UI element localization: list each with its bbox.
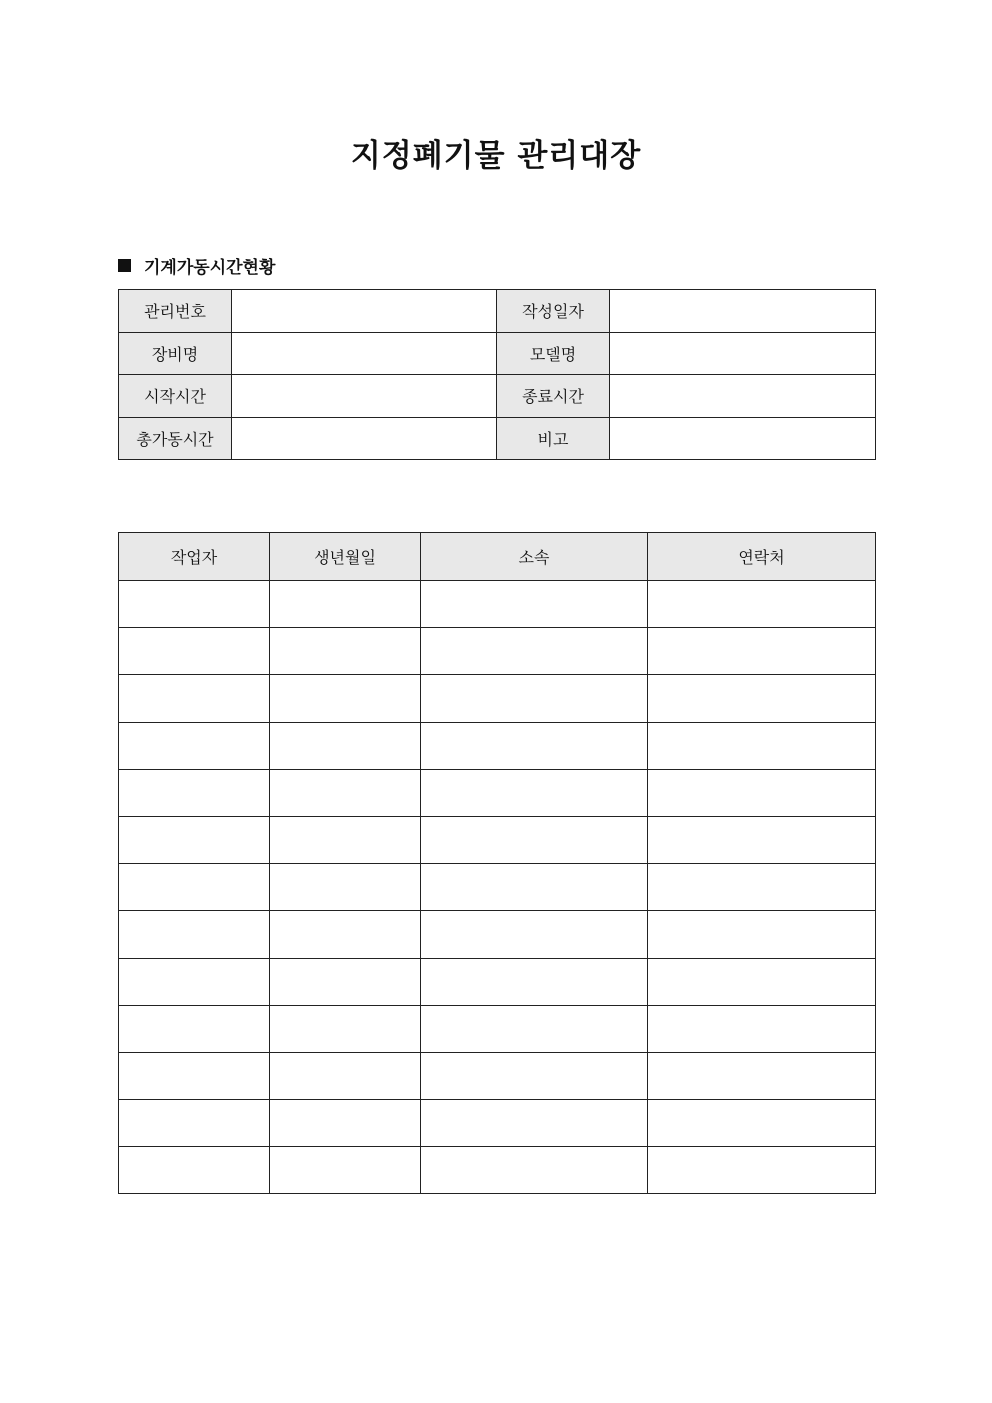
table-cell[interactable] [270, 628, 421, 675]
table-cell[interactable] [119, 722, 270, 769]
info-value-field[interactable] [610, 417, 876, 460]
table-cell[interactable] [421, 675, 648, 722]
info-label: 시작시간 [119, 375, 232, 418]
table-cell[interactable] [270, 816, 421, 863]
worker-table-body [119, 581, 876, 1194]
table-cell[interactable] [648, 769, 876, 816]
table-cell[interactable] [421, 958, 648, 1005]
worker-table [118, 532, 876, 1194]
table-cell[interactable] [119, 1100, 270, 1147]
table-cell[interactable] [648, 722, 876, 769]
table-cell[interactable] [270, 722, 421, 769]
table-cell[interactable] [648, 911, 876, 958]
machine-info-table [118, 289, 876, 460]
table-cell[interactable] [648, 1052, 876, 1099]
section-heading [118, 251, 275, 279]
table-cell[interactable] [270, 864, 421, 911]
table-cell[interactable] [421, 864, 648, 911]
table-cell[interactable] [648, 1005, 876, 1052]
table-cell[interactable] [421, 1147, 648, 1194]
table-row [119, 1100, 876, 1147]
table-cell[interactable] [119, 628, 270, 675]
info-value-field[interactable] [232, 290, 497, 333]
table-cell[interactable] [270, 581, 421, 628]
table-cell[interactable] [119, 1052, 270, 1099]
table-cell[interactable] [270, 911, 421, 958]
info-label: 장비명 [119, 332, 232, 375]
info-label: 모델명 [497, 332, 610, 375]
table-row [119, 675, 876, 722]
table-cell[interactable] [648, 1147, 876, 1194]
table-cell[interactable] [119, 958, 270, 1005]
table-cell[interactable] [119, 816, 270, 863]
info-value-field[interactable] [232, 332, 497, 375]
table-cell[interactable] [421, 769, 648, 816]
section-heading-label: 기계가동시간현황 [144, 257, 276, 278]
table-cell[interactable] [270, 1100, 421, 1147]
table-row [119, 628, 876, 675]
worker-table-header-row [119, 533, 876, 581]
info-row [119, 417, 876, 460]
info-label: 총가동시간 [119, 417, 232, 460]
machine-info-body [119, 290, 876, 460]
table-cell[interactable] [119, 581, 270, 628]
table-cell[interactable] [648, 958, 876, 1005]
table-cell[interactable] [270, 1147, 421, 1194]
table-cell[interactable] [421, 1100, 648, 1147]
table-cell[interactable] [421, 722, 648, 769]
square-bullet-icon [118, 259, 131, 272]
info-row [119, 375, 876, 418]
table-cell[interactable] [648, 675, 876, 722]
table-row [119, 816, 876, 863]
header-contact: 연락처 [648, 533, 876, 581]
table-row [119, 958, 876, 1005]
info-row [119, 290, 876, 333]
table-cell[interactable] [421, 1005, 648, 1052]
info-label: 작성일자 [497, 290, 610, 333]
table-row [119, 1052, 876, 1099]
table-cell[interactable] [270, 958, 421, 1005]
header-birthdate: 생년월일 [270, 533, 421, 581]
info-label: 종료시간 [497, 375, 610, 418]
info-label: 비고 [497, 417, 610, 460]
header-worker: 작업자 [119, 533, 270, 581]
info-value-field[interactable] [232, 417, 497, 460]
table-cell[interactable] [648, 581, 876, 628]
table-cell[interactable] [270, 1052, 421, 1099]
info-value-field[interactable] [610, 290, 876, 333]
table-cell[interactable] [421, 628, 648, 675]
table-row [119, 911, 876, 958]
table-row [119, 1147, 876, 1194]
table-cell[interactable] [270, 675, 421, 722]
table-row [119, 864, 876, 911]
table-cell[interactable] [119, 864, 270, 911]
info-value-field[interactable] [610, 375, 876, 418]
table-cell[interactable] [270, 1005, 421, 1052]
info-value-field[interactable] [610, 332, 876, 375]
table-cell[interactable] [119, 911, 270, 958]
table-cell[interactable] [648, 816, 876, 863]
table-cell[interactable] [421, 1052, 648, 1099]
table-cell[interactable] [421, 816, 648, 863]
header-affiliation: 소속 [421, 533, 648, 581]
table-cell[interactable] [421, 911, 648, 958]
table-cell[interactable] [648, 1100, 876, 1147]
info-row [119, 332, 876, 375]
table-row [119, 1005, 876, 1052]
table-cell[interactable] [119, 675, 270, 722]
table-row [119, 769, 876, 816]
info-label: 관리번호 [119, 290, 232, 333]
table-row [119, 722, 876, 769]
table-cell[interactable] [119, 769, 270, 816]
document-title: 지정폐기물 관리대장 [350, 138, 642, 174]
table-cell[interactable] [648, 864, 876, 911]
table-cell[interactable] [421, 581, 648, 628]
info-value-field[interactable] [232, 375, 497, 418]
table-row [119, 581, 876, 628]
table-cell[interactable] [648, 628, 876, 675]
table-cell[interactable] [119, 1005, 270, 1052]
table-cell[interactable] [119, 1147, 270, 1194]
table-cell[interactable] [270, 769, 421, 816]
